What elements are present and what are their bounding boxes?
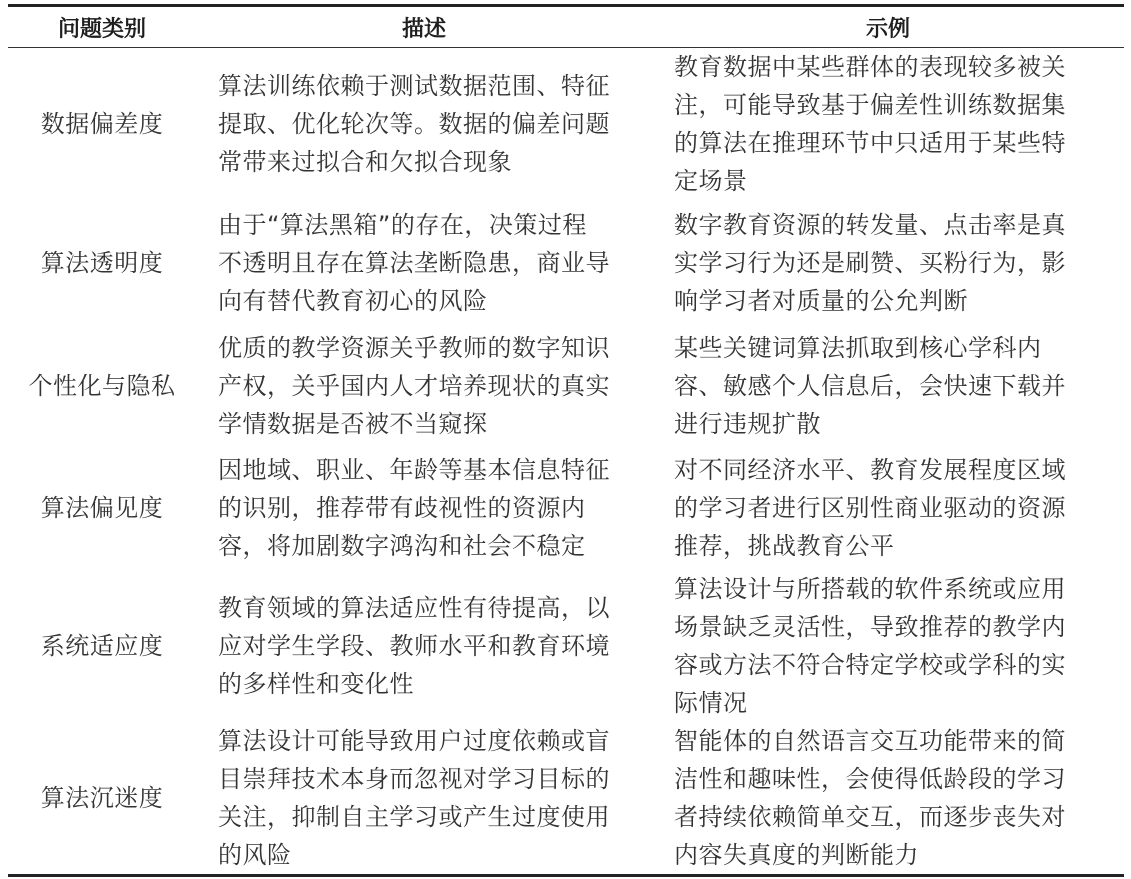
example-line: 算法设计与所搭载的软件系统或应用 — [674, 575, 1066, 603]
example-line: 场景缺乏灵活性，导致推荐的教学内 — [674, 613, 1066, 641]
description-line: 不透明且存在算法垄断隐患，商业导 — [218, 248, 610, 277]
example-line: 实学习行为还是刷赞、买粉行为，影 — [674, 248, 1066, 277]
description-cell — [196, 200, 652, 325]
table-row — [8, 446, 1124, 570]
description-line: 的多样性和变化性 — [218, 670, 414, 698]
table-row — [8, 722, 1124, 876]
description-line: 的风险 — [218, 841, 292, 869]
description-cell — [196, 570, 652, 722]
category-cell: 算法沉迷度 — [40, 784, 164, 812]
description-line: 提取、优化轮次等。数据的偏差问题 — [218, 110, 610, 138]
example-line: 内容失真度的判断能力 — [674, 841, 919, 869]
example-line: 某些关键词算法抓取到核心学科内 — [674, 333, 1042, 362]
description-line: 因地域、职业、年龄等基本信息特征 — [218, 456, 610, 484]
category-cell: 个性化与隐私 — [28, 371, 176, 400]
description-cell — [196, 48, 652, 201]
example-line: 的算法在推理环节中只适用于某些特 — [674, 129, 1066, 157]
header-row — [8, 6, 1124, 48]
description-line: 向有替代教育初心的风险 — [218, 286, 488, 315]
header-description: 描述 — [196, 6, 652, 48]
example-line: 的学习者进行区别性商业驱动的资源 — [674, 494, 1066, 522]
example-line: 者持续依赖简单交互，而逐步丧失对 — [674, 803, 1066, 831]
table-header — [8, 6, 1124, 48]
example-cell — [652, 570, 1124, 722]
example-cell — [652, 446, 1124, 570]
example-line: 数字教育资源的转发量、点击率是真 — [674, 210, 1066, 239]
example-line: 定场景 — [674, 167, 748, 195]
example-line: 推荐，挑战教育公平 — [674, 532, 895, 560]
description-line: 产权，关乎国内人才培养现状的真实 — [218, 371, 610, 400]
example-line: 注，可能导致基于偏差性训练数据集 — [674, 91, 1066, 119]
example-line: 教育数据中某些群体的表现较多被关 — [674, 53, 1066, 81]
example-cell — [652, 325, 1124, 446]
category-cell: 系统适应度 — [40, 632, 164, 660]
example-cell — [652, 200, 1124, 325]
category-cell: 算法透明度 — [40, 248, 164, 277]
algorithm-issues-table — [8, 4, 1124, 877]
table-body — [8, 48, 1124, 876]
example-line: 容或方法不符合特定学校或学科的实 — [674, 651, 1066, 679]
example-line: 智能体的自然语言交互功能带来的简 — [674, 727, 1066, 755]
description-line: 优质的教学资源关乎教师的数字知识 — [218, 333, 610, 362]
description-line: 常带来过拟合和欠拟合现象 — [218, 148, 512, 176]
description-line: 容，将加剧数字鸿沟和社会不稳定 — [218, 532, 586, 560]
description-cell — [196, 722, 652, 876]
category-cell: 数据偏差度 — [40, 110, 164, 138]
description-line: 算法训练依赖于测试数据范围、特征 — [218, 72, 610, 100]
example-line: 进行违规扩散 — [674, 409, 821, 438]
example-line: 洁性和趣味性，会使得低龄段的学习 — [674, 765, 1066, 793]
description-line: 目崇拜技术本身而忽视对学习目标的 — [218, 765, 610, 793]
table-row — [8, 48, 1124, 201]
example-line: 响学习者对质量的公允判断 — [674, 286, 968, 315]
table-row — [8, 200, 1124, 325]
category-cell: 算法偏见度 — [40, 494, 164, 522]
table-row — [8, 570, 1124, 722]
description-line: 的识别，推荐带有歧视性的资源内 — [218, 494, 586, 522]
description-line: 算法设计可能导致用户过度依赖或盲 — [218, 727, 610, 755]
description-line: 教育领域的算法适应性有待提高，以 — [218, 594, 610, 622]
description-cell — [196, 446, 652, 570]
example-line: 容、敏感个人信息后，会快速下载并 — [674, 371, 1066, 400]
description-line: 学情数据是否被不当窥探 — [218, 409, 488, 438]
example-line: 对不同经济水平、教育发展程度区域 — [674, 456, 1066, 484]
header-example: 示例 — [652, 6, 1124, 48]
table-row — [8, 325, 1124, 446]
description-line: 由于“算法黑箱”的存在，决策过程 — [218, 210, 587, 239]
header-category: 问题类别 — [8, 6, 196, 48]
description-line: 关注，抑制自主学习或产生过度使用 — [218, 803, 610, 831]
example-line: 际情况 — [674, 689, 748, 717]
description-line: 应对学生学段、教师水平和教育环境 — [218, 632, 610, 660]
description-cell — [196, 325, 652, 446]
example-cell — [652, 722, 1124, 876]
example-cell — [652, 48, 1124, 201]
